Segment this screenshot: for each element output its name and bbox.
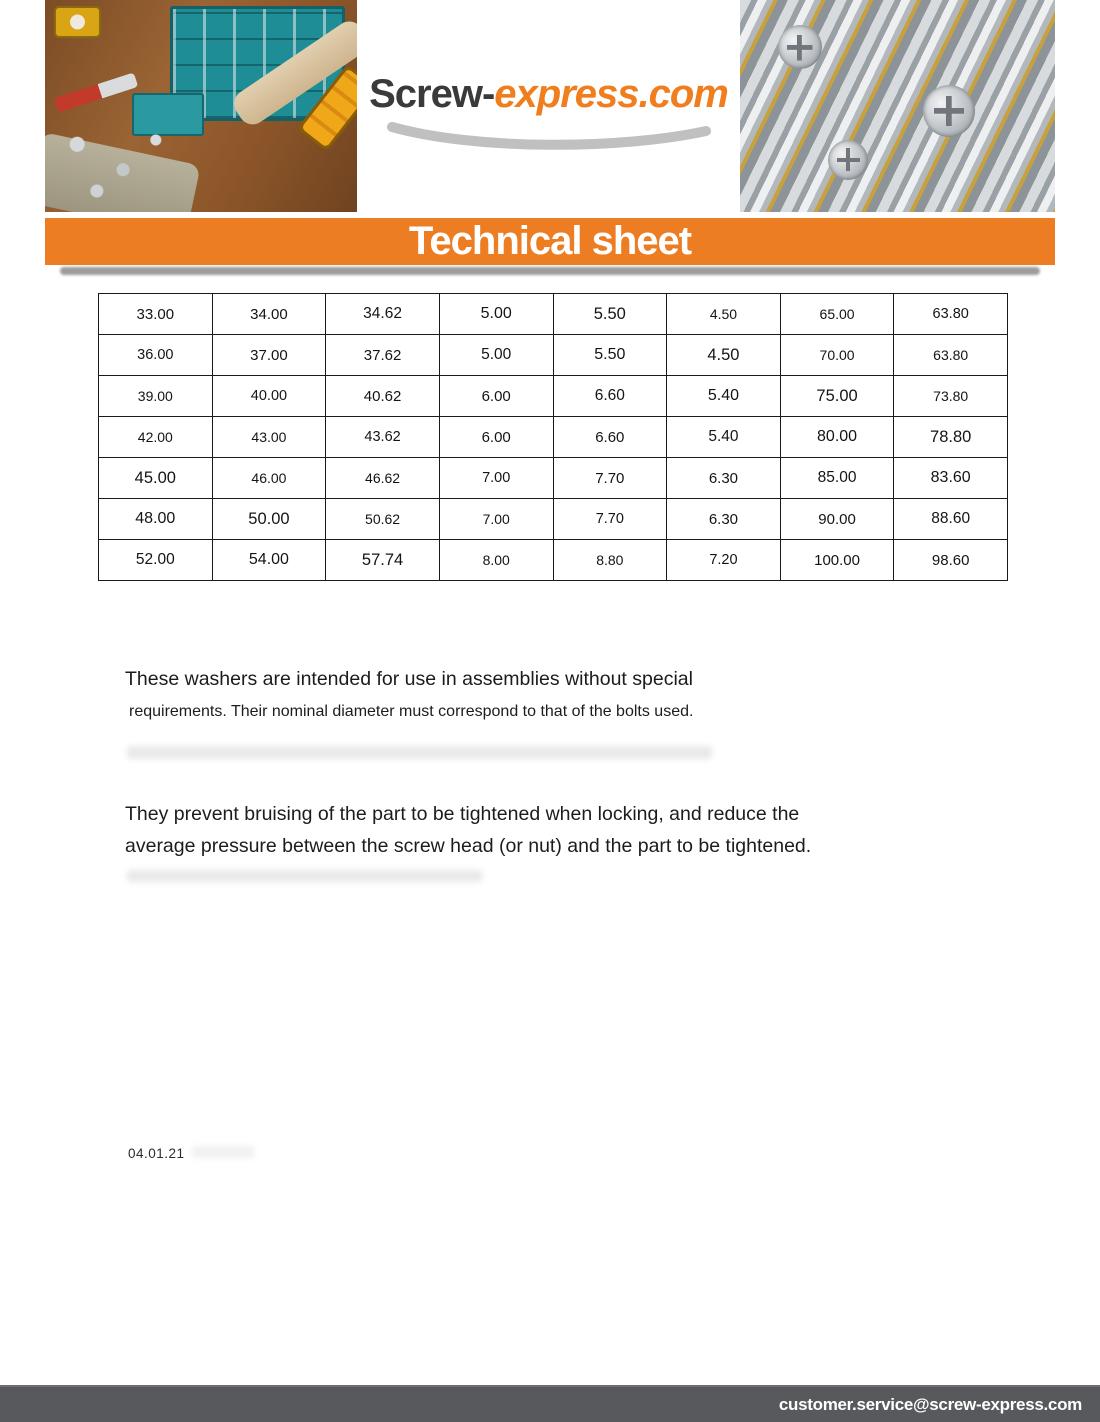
table-cell: 100.00: [780, 540, 894, 581]
table-cell: 57.74: [326, 540, 440, 581]
table-cell: 78.80: [894, 417, 1008, 458]
table-cell: 33.00: [99, 294, 213, 335]
table-cell: 5.50: [553, 335, 667, 376]
screw-head-shape: [828, 140, 868, 180]
paragraph-washers: [125, 668, 693, 721]
text-line: average pressure between the screw head (or nut) and the part to be tightened.: [125, 835, 812, 857]
faded-text-artifact: [127, 870, 482, 882]
table-cell: 40.62: [326, 376, 440, 417]
table-cell: 46.62: [326, 458, 440, 499]
table-cell: 36.00: [99, 335, 213, 376]
spec-table-body: [99, 294, 1008, 581]
table-cell: 43.00: [212, 417, 326, 458]
table-cell: 6.60: [553, 417, 667, 458]
spec-table: [98, 293, 1008, 581]
table-cell: 48.00: [99, 499, 213, 540]
table-cell: 5.00: [439, 335, 553, 376]
screw-head-shape: [778, 25, 822, 69]
text-line: They prevent bruising of the part to be tightened when locking, and reduce the: [125, 803, 800, 825]
table-row: [99, 540, 1008, 581]
logo: [357, 72, 740, 153]
table-cell: 80.00: [780, 417, 894, 458]
table-cell: 7.20: [667, 540, 781, 581]
table-cell: 70.00: [780, 335, 894, 376]
table-cell: 37.62: [326, 335, 440, 376]
tape-measure-shape: [54, 6, 101, 38]
screws-photo: [740, 0, 1055, 212]
header: [0, 0, 1100, 212]
table-cell: 7.00: [439, 499, 553, 540]
table-cell: 50.00: [212, 499, 326, 540]
faded-text-artifact: [127, 746, 712, 759]
table-row: [99, 335, 1008, 376]
table-cell: 54.00: [212, 540, 326, 581]
table-cell: 63.80: [894, 335, 1008, 376]
table-cell: 5.50: [553, 294, 667, 335]
footer-email: customer.service@screw-express.com: [778, 1395, 1082, 1414]
table-cell: 8.80: [553, 540, 667, 581]
paragraph-bruising: [125, 798, 811, 862]
footer-bar: [0, 1385, 1100, 1422]
table-cell: 45.00: [99, 458, 213, 499]
table-cell: 34.62: [326, 294, 440, 335]
table-cell: 46.00: [212, 458, 326, 499]
date-label: 04.01.21: [128, 1146, 185, 1161]
table-cell: 6.60: [553, 376, 667, 417]
table-row: [99, 376, 1008, 417]
title-banner: [45, 218, 1055, 265]
screw-head-shape: [923, 85, 975, 137]
table-cell: 42.00: [99, 417, 213, 458]
logo-swoosh-icon: [384, 119, 714, 153]
table-cell: 6.00: [439, 417, 553, 458]
logo-part-dark: Screw-: [369, 72, 495, 116]
table-cell: 73.80: [894, 376, 1008, 417]
table-cell: 43.62: [326, 417, 440, 458]
table-cell: 39.00: [99, 376, 213, 417]
screwdriver-shape: [54, 72, 139, 112]
table-cell: 5.00: [439, 294, 553, 335]
table-cell: 6.30: [667, 499, 781, 540]
table-cell: 7.00: [439, 458, 553, 499]
banner-shadow: [60, 267, 1040, 275]
logo-text: [357, 72, 740, 117]
table-cell: 7.70: [553, 499, 667, 540]
table-cell: 88.60: [894, 499, 1008, 540]
workbench-photo: [45, 0, 357, 212]
scattered-washers: [51, 123, 182, 208]
table-cell: 4.50: [667, 335, 781, 376]
table-cell: 7.70: [553, 458, 667, 499]
table-row: [99, 458, 1008, 499]
table-cell: 5.40: [667, 417, 781, 458]
table-row: [99, 417, 1008, 458]
table-row: [99, 294, 1008, 335]
table-cell: 98.60: [894, 540, 1008, 581]
table-cell: 83.60: [894, 458, 1008, 499]
table-cell: 85.00: [780, 458, 894, 499]
table-cell: 50.62: [326, 499, 440, 540]
table-cell: 63.80: [894, 294, 1008, 335]
text-line: requirements. Their nominal diameter must correspond to that of the bolts used.: [129, 703, 694, 720]
table-cell: 40.00: [212, 376, 326, 417]
table-cell: 6.00: [439, 376, 553, 417]
table-cell: 4.50: [667, 294, 781, 335]
text-line: These washers are intended for use in assemblies without special: [125, 668, 693, 690]
table-cell: 5.40: [667, 376, 781, 417]
logo-part-orange: express.com: [494, 72, 728, 116]
table-cell: 90.00: [780, 499, 894, 540]
table-cell: 52.00: [99, 540, 213, 581]
table-cell: 75.00: [780, 376, 894, 417]
table-cell: 34.00: [212, 294, 326, 335]
page-title: Technical sheet: [408, 219, 692, 263]
table-row: [99, 499, 1008, 540]
table-cell: 65.00: [780, 294, 894, 335]
faded-text-artifact: [192, 1146, 254, 1158]
table-cell: 8.00: [439, 540, 553, 581]
table-cell: 37.00: [212, 335, 326, 376]
table-cell: 6.30: [667, 458, 781, 499]
